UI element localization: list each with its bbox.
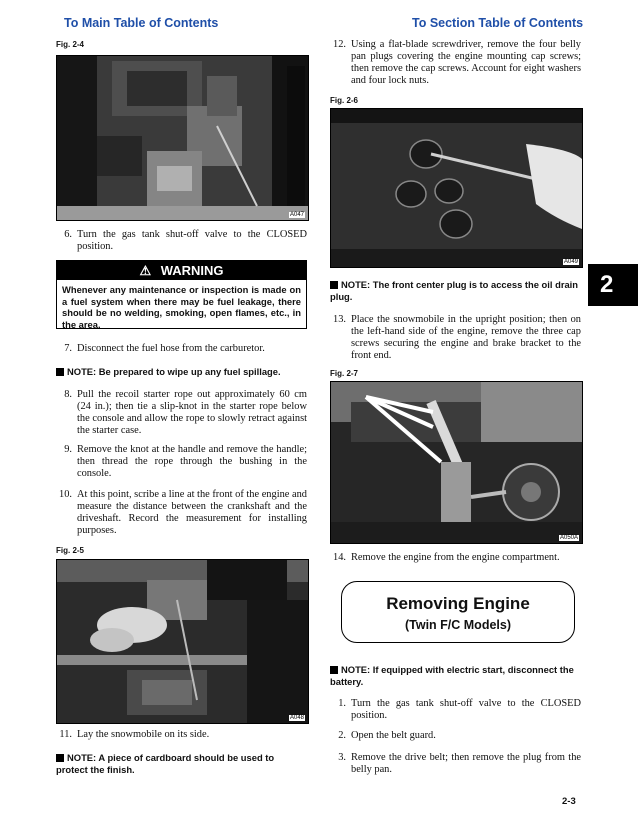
step-number: 7.: [64, 343, 72, 354]
figure-2-7-code: A050A: [559, 535, 578, 541]
step-number: 3.: [338, 752, 346, 763]
note-marker: [56, 754, 64, 762]
note-marker: [330, 281, 338, 289]
step-number: 9.: [64, 444, 72, 455]
figure-2-5-code: A048: [289, 715, 304, 721]
main-toc-link[interactable]: To Main Table of Contents: [64, 16, 219, 30]
step-7: [56, 343, 307, 355]
step-text: Turn the gas tank shut-off valve to the CLOSED position.: [351, 698, 581, 721]
figure-2-6-photo: [330, 108, 583, 268]
figure-2-4-label: Fig. 2-4: [56, 40, 85, 49]
figure-2-6-label: Fig. 2-6: [330, 96, 359, 105]
step-number: 8.: [64, 389, 72, 400]
step-8: [56, 389, 307, 437]
figure-2-7-label: Fig. 2-7: [330, 369, 359, 378]
note-text: NOTE: Be prepared to wipe up any fuel spillage.: [67, 366, 281, 377]
step-text: Lay the snowmobile on its side.: [77, 729, 210, 740]
step-number: 12.: [333, 39, 346, 50]
warning-body: Whenever any maintenance or inspection is made on a fuel system when there may be fuel leakage, there should be no welding, smoking, open flames, etc., in the area.: [62, 284, 301, 330]
note-marker: [56, 368, 64, 376]
section-toc-link[interactable]: To Section Table of Contents: [412, 16, 584, 30]
figure-2-6-code: A049: [563, 259, 578, 265]
section-heading-subtitle: (Twin F/C Models): [404, 618, 511, 632]
step-text: Pull the recoil starter rope out approximately 60 cm (24 in.); then tie a slip-knot in the starter rope below the console and allow the rope to slowly retract against the starter case.: [77, 389, 307, 436]
figure-2-4-code: A047: [289, 212, 304, 218]
step-number: 6.: [64, 229, 72, 240]
section-tab: 2: [588, 264, 638, 306]
figure-2-5-label: Fig. 2-5: [56, 546, 85, 555]
section-heading-box: [341, 581, 575, 643]
removal-step-2: [330, 730, 581, 742]
note-text: NOTE: The front center plug is to access the oil drain plug.: [330, 279, 579, 302]
figure-2-4-photo: [56, 55, 309, 221]
note-electric-start: [330, 664, 581, 687]
step-text: Place the snowmobile in the upright position; then on the left-hand side of the engine, remove the three cap screws securing the engine and brake bracket to the front end.: [351, 314, 581, 361]
step-number: 2.: [338, 730, 346, 741]
step-number: 13.: [333, 314, 346, 325]
note-text: NOTE: If equipped with electric start, disconnect the battery.: [330, 664, 574, 687]
step-9: [56, 444, 307, 480]
section-heading-title: Removing Engine: [386, 594, 530, 613]
step-text: Remove the knot at the handle and remove the handle; then thread the rope through the bushing in the console.: [77, 444, 307, 479]
step-number: 11.: [59, 729, 72, 740]
removal-step-1: [330, 698, 581, 722]
step-text: Open the belt guard.: [351, 730, 436, 741]
step-text: At this point, scribe a line at the front of the engine and measure the distance between the crankshaft and the driveshaft. Record the measurement for installing purposes.: [77, 489, 307, 536]
step-6: [56, 229, 307, 253]
step-text: Turn the gas tank shut-off valve to the CLOSED position.: [77, 229, 307, 252]
warning-title: WARNING: [160, 263, 224, 278]
warning-header: [57, 261, 306, 280]
note-fuel-spillage: [56, 366, 307, 378]
step-12: [330, 39, 581, 87]
step-number: 1.: [338, 698, 346, 709]
note-text: NOTE: A piece of cardboard should be used to protect the finish.: [56, 752, 275, 775]
step-text: Disconnect the fuel hose from the carburetor.: [77, 343, 265, 354]
step-14: [330, 552, 581, 564]
step-11: [56, 729, 307, 741]
note-cardboard: [56, 752, 307, 775]
removal-step-3: [330, 752, 581, 776]
step-text: Remove the engine from the engine compartment.: [351, 552, 560, 563]
figure-2-7-photo: [330, 381, 583, 544]
step-text: Using a flat-blade screwdriver, remove the four belly pan plugs covering the engine mounting cap screws; then remove the cap screws. Account for eight washers and four lock nuts.: [351, 39, 581, 86]
page-number: 2-3: [562, 796, 576, 807]
figure-2-5-photo: [56, 559, 309, 724]
warning-box: [56, 260, 307, 329]
step-text: Remove the drive belt; then remove the plug from the belly pan.: [351, 752, 581, 775]
step-number: 14.: [333, 552, 346, 563]
step-number: 10.: [59, 489, 72, 500]
step-13: [330, 314, 581, 362]
step-10: [56, 489, 307, 537]
note-marker: [330, 666, 338, 674]
note-oil-drain: [330, 279, 581, 302]
warning-triangle-icon: ⚠: [139, 263, 152, 278]
